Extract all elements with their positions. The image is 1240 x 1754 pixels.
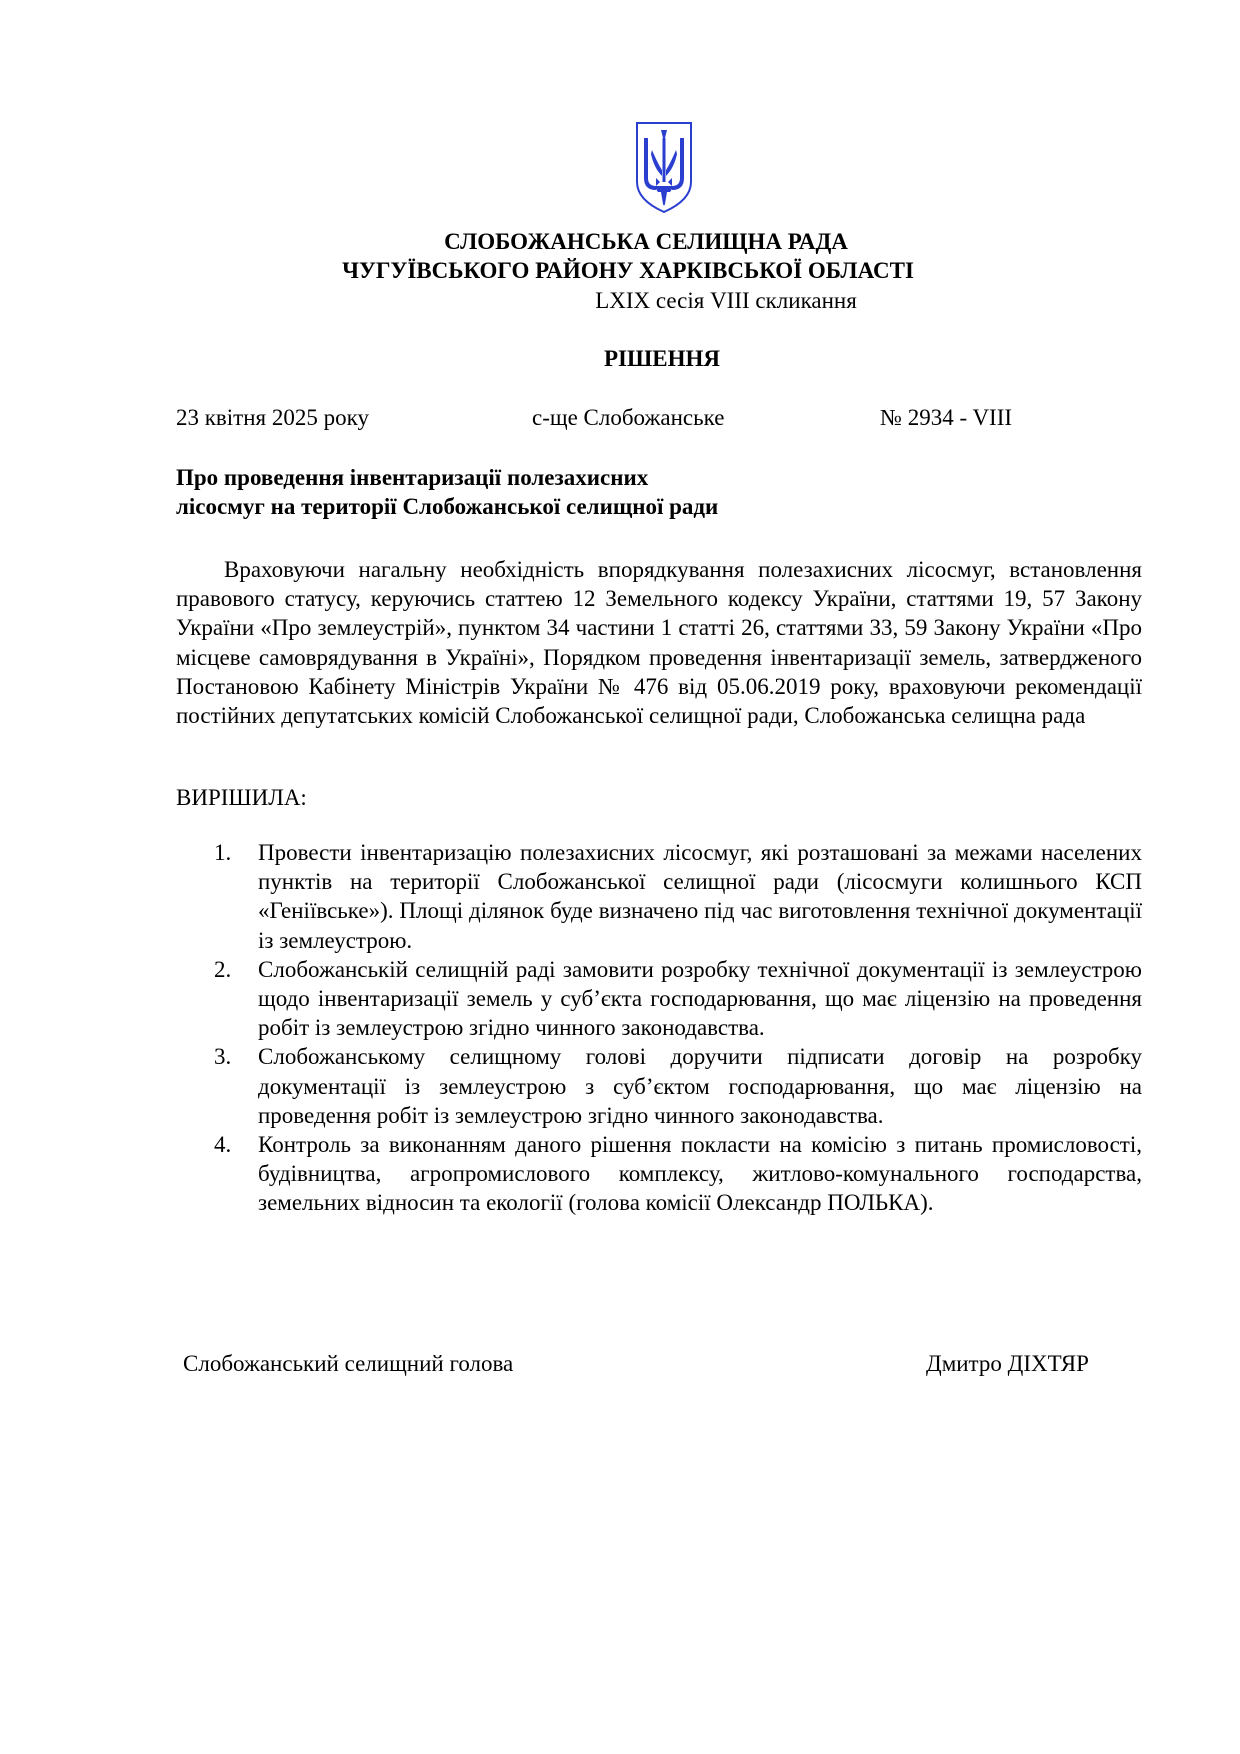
decision-item-number: 2. bbox=[214, 956, 232, 982]
trident-emblem-icon bbox=[634, 120, 694, 215]
session-info: LXIX сесія VIII скликання bbox=[595, 288, 857, 313]
decision-item-number: 4. bbox=[214, 1132, 232, 1158]
decision-item-number: 3. bbox=[214, 1044, 232, 1070]
document-type-title: РІШЕННЯ bbox=[604, 346, 720, 371]
decision-date: 23 квітня 2025 року bbox=[176, 405, 369, 430]
resolved-heading: ВИРІШИЛА: bbox=[176, 785, 307, 810]
decision-item bbox=[176, 1130, 1142, 1218]
subject-line: Про проведення інвентаризації полезахисних bbox=[176, 465, 649, 490]
district-name: ЧУГУЇВСЬКОГО РАЙОНУ ХАРКІВСЬКОЇ ОБЛАСТІ bbox=[342, 258, 914, 283]
decision-item-text: Слобожанському селищному голові доручити підписати договір на розробку документації із землеустрою з суб’єктом господарювання, що має ліцензію на проведення робіт із землеустрою згідно чинного законодавства. bbox=[258, 1044, 1142, 1128]
decision-number: № 2934 - VIII bbox=[880, 405, 1013, 430]
decision-subject bbox=[176, 463, 876, 521]
subject-line: лісосмуг на території Слобожанської селищної ради bbox=[176, 494, 719, 519]
preamble-paragraph: Враховуючи нагальну необхідність впорядкування полезахисних лісосмуг, встановлення правового статусу, керуючись статтею 12 Земельного кодексу України, статтями 19, 57 Закону України «Про землеустрій», пунктом 34 частини 1 статті 26, статтями 33, 59 Закону України «Про місцеве самоврядування в Україні», Порядком проведення інвентаризації земель, затвердженого Постановою Кабінету Міністрів України № 476 від 05.06.2019 року, враховуючи рекомендації постійних депутатських комісій Слобожанської селищної ради, Слобожанська селищна рада bbox=[176, 557, 1142, 729]
decision-item-text: Слобожанській селищній раді замовити розробку технічної документації із землеустрою щодо інвентаризації земель у суб’єкта господарювання, що має ліцензію на проведення робіт із землеустрою згідно чинного законодавства. bbox=[258, 956, 1142, 1041]
council-name: СЛОБОЖАНСЬКА СЕЛИЩНА РАДА bbox=[444, 229, 848, 254]
signatory-name: Дмитро ДІХТЯР bbox=[926, 1351, 1089, 1376]
signatory-position: Слобожанський селищний голова bbox=[183, 1351, 514, 1376]
decision-item-number: 1. bbox=[214, 840, 232, 865]
decision-place: с-ще Слобожанське bbox=[532, 405, 725, 430]
decision-item bbox=[176, 1042, 1142, 1130]
decision-list bbox=[176, 838, 1142, 1218]
decision-item-text: Провести інвентаризацію полезахисних лісосмуг, які розташовані за межами населених пунктів на території Слобожанської селищної ради (лісосмуги колишнього КСП «Геніївське»). Площі ділянок буде визначено під час виготовлення технічної документації із землеустрою. bbox=[258, 840, 1142, 953]
decision-item-text: Контроль за виконанням даного рішення покласти на комісію з питань промисловості, будівництва, агропромислового комплексу, житлово-комунального господарства, земельних відносин та екології (голова комісії Олександр ПОЛЬКА). bbox=[258, 1132, 1142, 1216]
decision-item bbox=[176, 838, 1142, 955]
decision-item bbox=[176, 955, 1142, 1043]
